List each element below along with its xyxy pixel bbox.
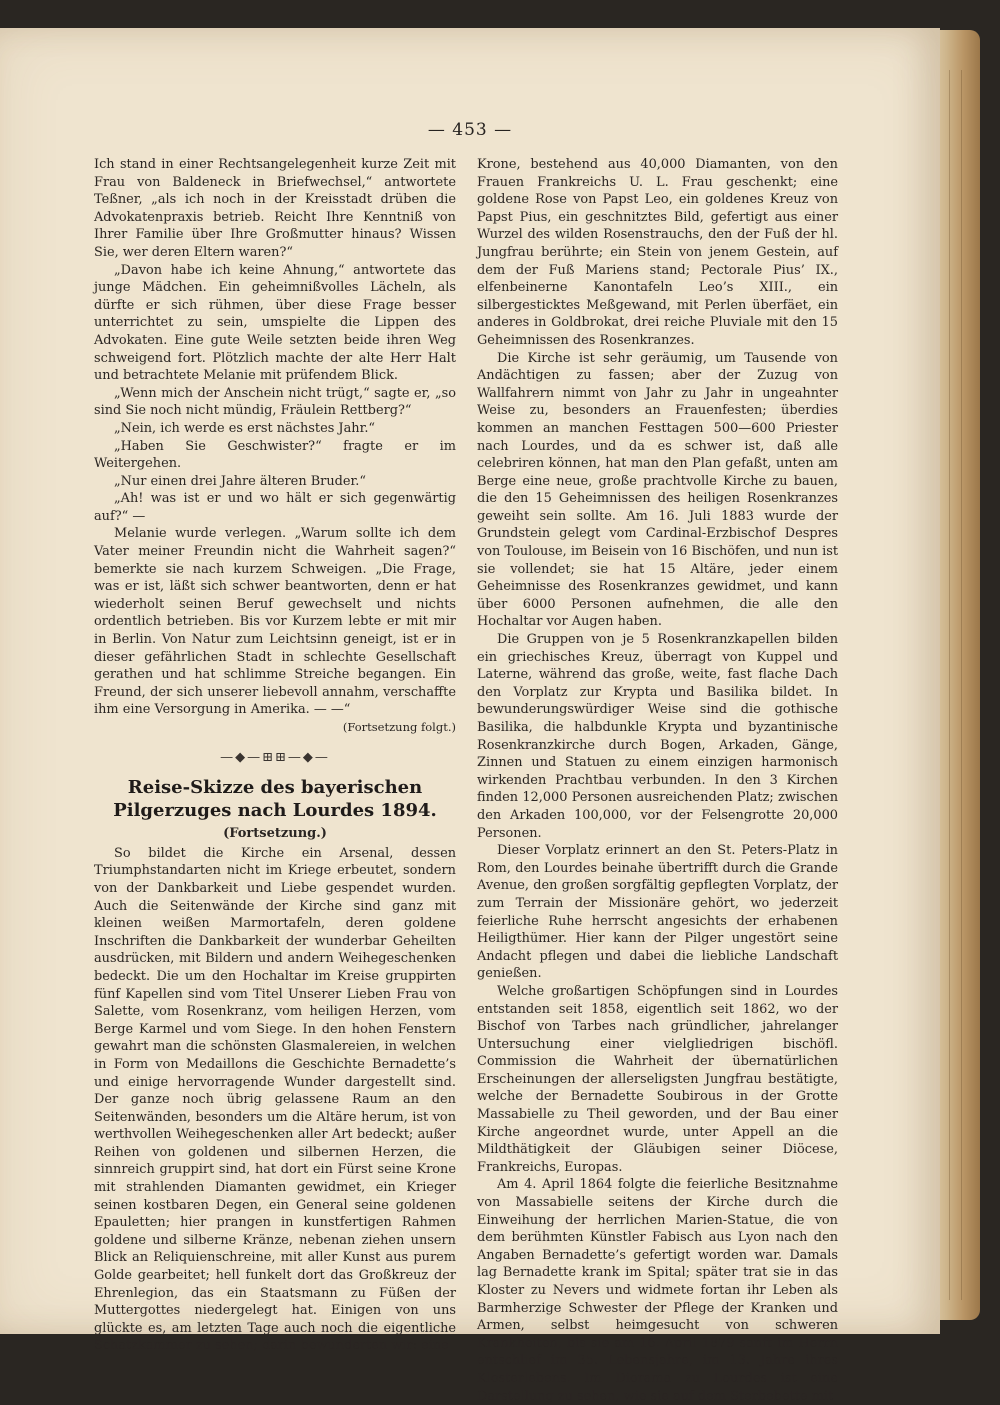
section-subtitle: (Fortsetzung.) bbox=[223, 826, 327, 842]
book-page bbox=[0, 28, 940, 1404]
left-column bbox=[94, 156, 456, 1355]
paragraph: So bildet die Kirche ein Arsenal, dessen Triumphstandarten nicht im Kriege erbeutet, sondern von der Dankbarkeit und Liebe gespendet wurden. Auch die Seitenwände der Kirche sind ganz mit kleinen weißen Marmortafeln, deren goldene Inschriften die Dankbarkeit der wunderbar Geheilten ausdrücken, mit Bildern und andern Weihegeschenken bedeckt. Die um den Hochaltar im Kreise gruppirten fünf Kapellen sind vom Titel Unserer Lieben Frau von Salette, vom Rosenkranz, vom heiligen Herzen, vom Berge Karmel und vom Siege. In den hohen Fenstern gewahrt man die schönsten Glasmalereien, in welchen in Form von Medaillons die Geschichte Bernadette’s und einige hervorragende Wunder dargestellt sind. Der ganze noch übrig gelassene Raum an den Seitenwänden, besonders um die Altäre herum, ist von werthvollen Weihegeschenken aller Art bedeckt; außer Reihen von goldenen und silbernen Herzen, die sinnreich gruppirt sind, hat dort ein Fürst seine Krone mit strahlenden Diamanten gewidmet, ein Krieger seinen kostbaren Degen, ein General seine goldenen Epauletten; hier prangen in kunstfertigen Rahmen goldene und silberne Kränze, nebenan ziehen unsern Blick an Reliquienschreine, mit aller Kunst aus purem Golde gearbeitet; hell funkelt dort das Großkreuz der Ehrenlegion, das ein Staatsmann zu Füßen der Muttergottes niedergelegt hat. Einigen von uns glückte es, am letzten Tage auch noch die eigentliche Schatzkammer zu sehen; darin bewunderten wir: eine bbox=[94, 845, 456, 1354]
paragraph: „Davon habe ich keine Ahnung,“ antwortete das junge Mädchen. Ein geheimnißvolles Lächeln, als dürfte er sich rühmen, über diese Frage besser unterrichtet zu sein, umspielte die Lippen des Advokaten. Eine gute Weile setzten beide ihren Weg schweigend fort. Plötzlich machte der alte Herr Halt und betrachtete Melanie mit prüfendem Blick. bbox=[94, 262, 456, 384]
paragraph: „Wenn mich der Anschein nicht trügt,“ sagte er, „so sind Sie noch nicht mündig, Fräulein Rettberg?“ bbox=[94, 385, 456, 419]
paragraph: Die Kirche ist sehr geräumig, um Tausende von Andächtigen zu fassen; aber der Zuzug von Wallfahrern nimmt von Jahr zu Jahr in ungeahnter Weise zu, besonders an Frauenfesten; überdies kommen an manchen Festtagen 500—600 Priester nach Lourdes, und da es schwer ist, daß alle celebriren können, hat man den Plan gefaßt, unten am Berge eine neue, große prachtvolle Kirche zu bauen, die den 15 Geheimnissen des heiligen Rosenkranzes geweiht sein sollte. Am 16. Juli 1883 wurde der Grundstein gelegt vom Cardinal-Erzbischof Despres von Toulouse, im Beisein von 16 Bischöfen, und nun ist sie vollendet; sie hat 15 Altäre, jeder einem Geheimnisse des Rosenkranzes gewidmet, und kann über 6000 Personen aufnehmen, die alle den Hochaltar vor Augen haben. bbox=[477, 350, 838, 630]
paragraph: „Ah! was ist er und wo hält er sich gegenwärtig auf?“ — bbox=[94, 491, 456, 524]
paragraph-text: Melanie wurde verlegen. „Warum sollte ich dem Vater meiner Freundin nicht die Wahrheit sagen?“ bemerkte sie nach kurzem Schweigen. „Die Frage, was er ist, läßt sich schwer beantworten, denn er hat wiederholt seinen Beruf gewechselt und nichts ordentlich betrieben. Bis vor Kurzem lebte er mit mir in Berlin. Von Natur zum Leichtsinn geneigt, ist er in dieser gefährlichen Stadt in schlechte Gesellschaft gerathen und hat schlimme Streiche begangen. Ein Freund, der sich unserer liebevoll annahm, verschaffte ihm eine Versorgung in Amerika. — —“ bbox=[94, 526, 456, 718]
paragraph: „Haben Sie Geschwister?“ fragte er im Weitergehen. bbox=[94, 438, 456, 472]
page-edge-line bbox=[949, 70, 950, 1300]
right-column bbox=[477, 156, 838, 1405]
paragraph: Am 4. April 1864 folgte die feierliche Besitznahme von Massabielle seitens der Kirche durch die Einweihung der herrlichen Marien-Statue, die von dem berühmten Künstler Fabisch aus Lyon nach den Angaben Bernadette’s gefertigt worden war. Damals lag Bernadette krank im Spital; später trat sie in das Kloster zu Nevers und widmete fortan ihr Leben als Barmherzige Schwester der Pflege der Kranken und Armen, selbst heimgesucht von schweren Krankheiten, bis sie am 16. April 1879 sanft im Herrn entschlief im 35. Lebensjahre, im 13. Jahre ihres Klosterlebens. Im Diorama zu Lourdes ist eine Darstellung zu sehen, wie sie auf dem Sterbebette mit bbox=[477, 1177, 838, 1404]
paragraph: „Nein, ich werde es erst nächstes Jahr.“ bbox=[114, 420, 376, 436]
continuation-note: (Fortsetzung folgt.) bbox=[342, 720, 456, 734]
paragraph: Dieser Vorplatz erinnert an den St. Peters-Platz in Rom, den Lourdes beinahe übertrifft durch die Grande Avenue, den großen sorgfältig gepflegten Vorplatz, der zum Terrain der Missionäre gehört, wo jederzeit feierliche Ruhe herrscht angesichts der erhabenen Heiligthümer. Hier kann der Pilger ungestört seine Andacht pflegen und dabei die liebliche Landschaft genießen. bbox=[477, 843, 838, 982]
paragraph: Ich stand in einer Rechtsangelegenheit kurze Zeit mit Frau von Baldeneck in Briefwechsel,“ antwortete Teßner, „als ich noch in der Kreisstadt drüben die Advokatenpraxis betrieb. Reicht Ihre Kenntniß von Ihrer Familie über Ihre Großmutter hinaus? Wissen Sie, wer deren Eltern waren?“ bbox=[94, 157, 456, 260]
paragraph-with-note bbox=[94, 525, 456, 734]
paragraph: Welche großartigen Schöpfungen sind in Lourdes entstanden seit 1858, eigentlich seit 1862, wo der Bischof von Tarbes nach gründlicher, jahrelanger Untersuchung einer vielgliedrigen bischöfl. Commission die Wahrheit der übernatürlichen Erscheinungen der allerseligsten Jungfrau bestätigte, welche der Bernadette Soubirous in der Grotte Massabielle zu Theil geworden, und der Bau einer Kirche angeordnet wurde, unter Appell an die Mildthätigkeit der Gläubigen seiner Diöcese, Frankreichs, Europas. bbox=[477, 983, 838, 1175]
paragraph: „Nur einen drei Jahre älteren Bruder.“ bbox=[114, 473, 366, 489]
page-edge-line bbox=[961, 70, 962, 1300]
page-number: — 453 — bbox=[427, 120, 513, 140]
paragraph: Krone, bestehend aus 40,000 Diamanten, von den Frauen Frankreichs U. L. Frau geschenkt; eine goldene Rose von Papst Leo, ein goldenes Kreuz von Papst Pius, ein geschnitztes Bild, gefertigt aus einer Wurzel des wilden Rosenstrauchs, den der Fuß der hl. Jungfrau berührte; ein Stein von jenem Gestein, auf dem der Fuß Mariens stand; Pectorale Pius’ IX., elfenbeinerne Kanontafeln Leo’s XIII., ein silbergesticktes Meßgewand, mit Perlen überfäet, ein anderes in Goldbrokat, drei reiche Pluviale mit den 15 Geheimnissen des Rosenkranzes. bbox=[477, 157, 838, 348]
ornamental-separator: —◆—⊞⊞—◆— bbox=[220, 749, 330, 765]
section-title: Reise-Skizze des bayerischen Pilgerzuges nach Lourdes 1894. bbox=[113, 777, 437, 822]
paragraph: Die Gruppen von je 5 Rosenkranzkapellen bilden ein griechisches Kreuz, überragt von Kuppel und Laterne, während das große, weite, fast flache Dach den Vorplatz zur Krypta und Basilika bildet. In bewunderungswürdiger Weise sind die gothische Basilika, die halbdunkle Krypta und byzantinische Rosenkranzkirche durch Bogen, Arkaden, Gänge, Zinnen und Statuen zu einem einzigen harmonisch wirkenden Prachtbau verbunden. In den 3 Kirchen finden 12,000 Personen ausreichenden Platz; zwischen den Arkaden 100,000, vor der Felsengrotte 20,000 Personen. bbox=[477, 632, 838, 841]
